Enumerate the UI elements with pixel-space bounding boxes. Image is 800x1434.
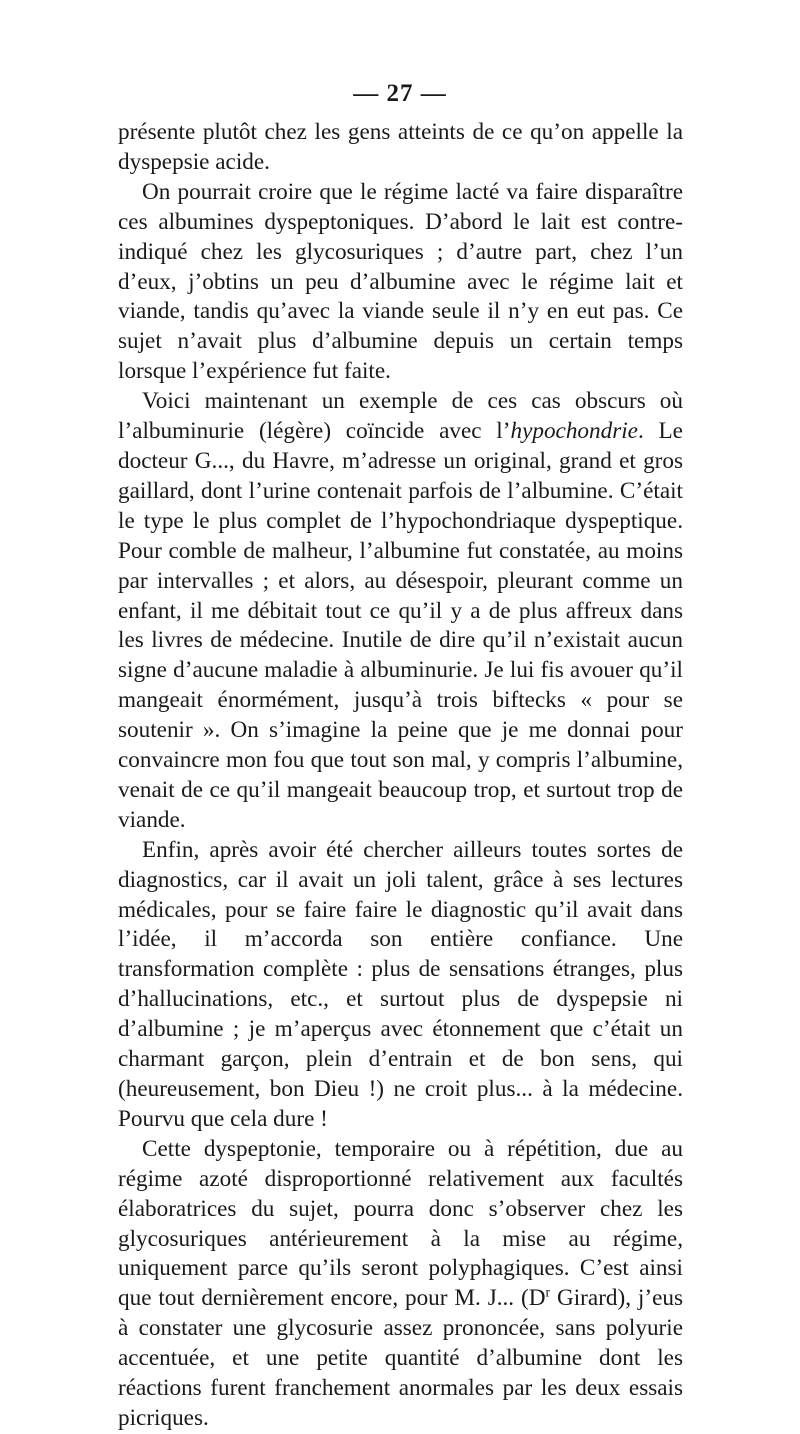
body-text [118,118,683,1434]
paragraph [118,178,683,387]
text-segment: Cette dyspeptonie, temporaire ou à répétition, due au régime azoté disproportionné relativement aux facultés élaboratrices du sujet, pourra donc s’observer chez les glycosuriques antérieurement à la mise au régime, uniquement parce qu’ils seront polyphagiques. C’est ainsi que tout dernièrement encore, pour M. J... (D [118,1135,683,1312]
page-number: — 27 — [353,80,447,107]
text-segment: Enfin, après avoir été chercher ailleurs toutes sortes de diagnostics, car il avait un joli talent, grâce à ses lectures médicales, pour se faire faire le diagnostic qu’il avait dans l’idée, il m’accorda son entière confiance. Une transformation complète : plus de sensations étranges, plus d’hallucinations, etc., et surtout plus de dyspepsie ni d’albumine ; je m’aperçus avec étonnement que c’était un charmant garçon, plein d’entrain et de bon sens, qui (heureusement, bon Dieu !) ne croit plus... à la médecine. Pourvu que cela dure ! [118,836,683,1132]
text-segment: Girard), j’eus à constater une glycosurie assez prononcée, sans polyurie accentuée, et une petite quantité d’albumine dont les réactions furent franchement anormales par les deux essais picriques. [118,1285,683,1431]
text-segment: Voici maintenant un exemple de ces cas obscurs où l’albuminurie (légère) coïncide avec l’ [118,388,683,445]
text-segment: . Le docteur G..., du Havre, m’adresse un original, grand et gros gaillard, dont l’urine contenait parfois de l’albumine. C’était le type le plus complet de l’hypochondriaque dyspeptique. Pour comble de malheur, l’albumine fut constatée, au moins par intervalles ; et alors, au désespoir, pleurant comme un enfant, il me débitait tout ce qu’il y a de plus affreux dans les livres de médecine. Inutile de dire qu’il n’existait aucun signe d’aucune maladie à albuminurie. Je lui fis avouer qu’il mangeait énormément, jusqu’à trois biftecks « pour se soutenir ». On s’imagine la peine que je me donnai pour convaincre mon fou que tout son mal, y compris l’albumine, venait de ce qu’il mangeait beaucoup trop, et surtout trop de viande. [118,418,683,833]
text-segment: On pourrait croire que le régime lacté va faire disparaître ces albumines dyspeptoniques. D’abord le lait est contre-indiqué chez les glycosuriques ; d’autre part, chez l’un d’eux, j’obtins un peu d’albumine avec le régime lait et viande, tandis qu’avec la viande seule il n’y en eut pas. Ce sujet n’avait plus d’albumine depuis un certain temps lorsque l’expérience fut faite. [118,178,683,385]
paragraph [118,118,683,178]
paragraph [118,1135,683,1434]
paragraph [118,387,683,836]
superscript: r [545,1285,551,1301]
text-segment: présente plutôt chez les gens atteints de ce qu’on appelle la dyspepsie acide. [118,119,683,175]
paragraph [118,836,683,1135]
italic-term: hypochondrie [510,418,638,445]
